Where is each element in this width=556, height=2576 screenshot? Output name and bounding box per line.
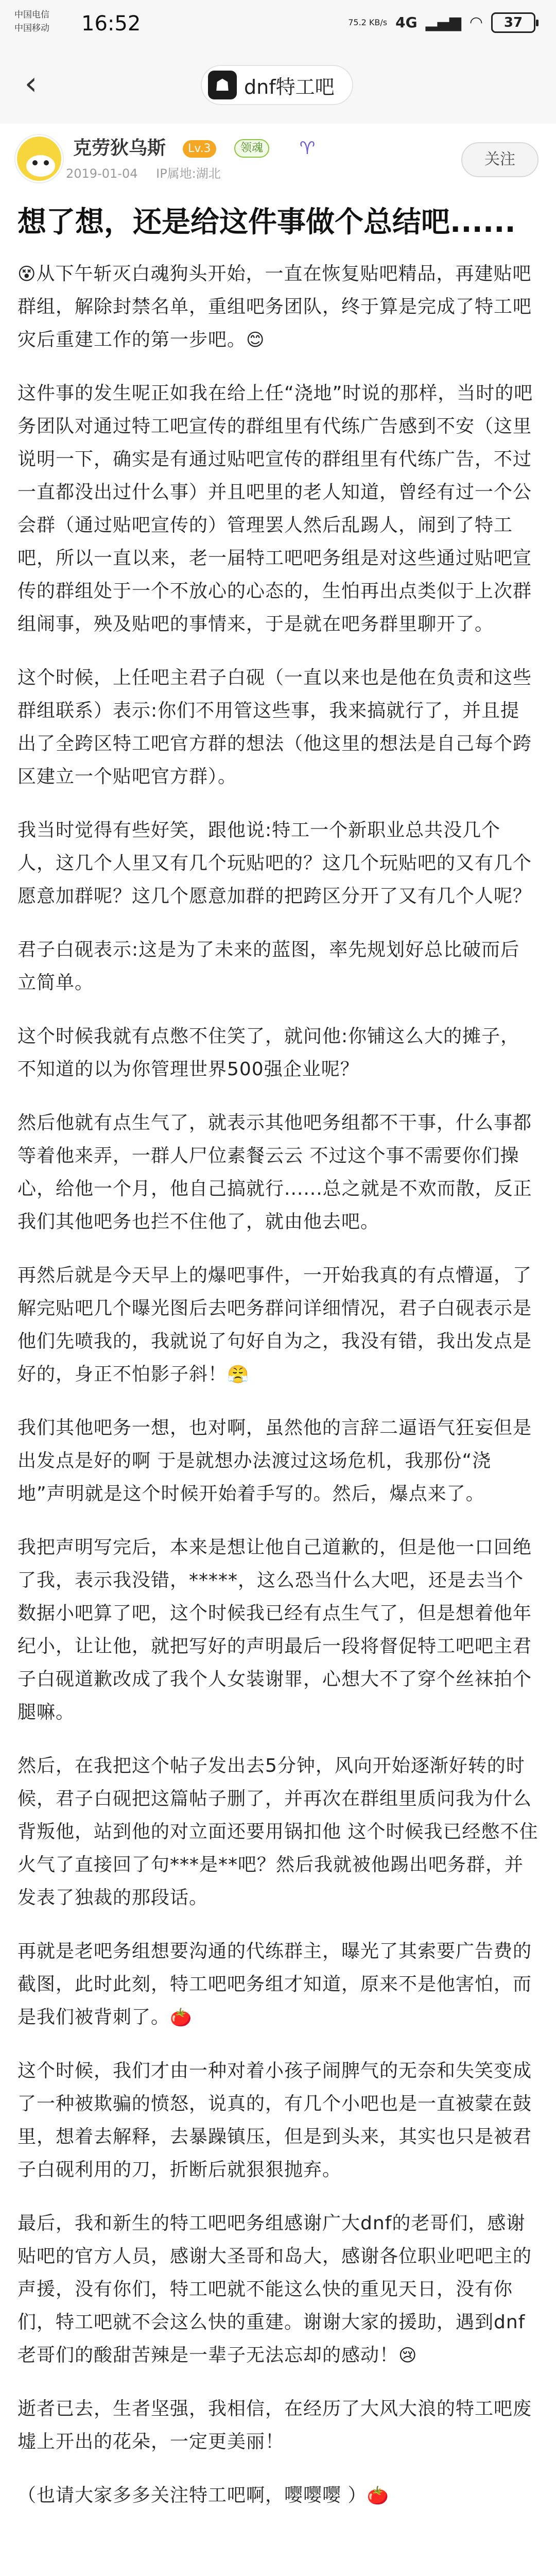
- paragraph: 这个时候，我们才由一种对着小孩子闹脾气的无奈和失笑变成了一种被欺骗的愤怒，说真的，有几个小吧也是一直被蒙在鼓里，想着去解释，去暴躁镇压，但是到头来，其实也只是被君子白砚利用的刀，折断后就狠狠抛弃。: [18, 2060, 532, 2180]
- back-button[interactable]: [10, 63, 51, 104]
- paragraph: 然后他就有点生气了，就表示其他吧务组都不干事，什么事都等着他来弄，一群人尸位素餐云云 不过这个事不需要你们操心，给他一个月，他自己搞就行......总之就是不欢而散，反正我们其他吧务也拦不住他了，就由他去吧。: [18, 1112, 532, 1232]
- paragraph: 逝者已去，生者坚强，我相信，在经历了大风大浪的特工吧废墟上开出的花朵，一定更美丽！: [18, 2398, 532, 2452]
- carrier-2: 中国移动: [14, 23, 49, 33]
- paragraph: 这个时候我就有点憋不住笑了，就问他:你铺这么大的摊子，不知道的以为你管理世界500强企业呢？: [18, 1026, 520, 1080]
- wifi-icon: ◠: [469, 13, 483, 31]
- zodiac-icon: ♈: [299, 138, 316, 159]
- carrier-labels: [14, 8, 49, 35]
- network-speed: 75.2 KB/s: [348, 18, 388, 27]
- paragraph: 😵从下午斩灭白魂狗头开始，一直在恢复贴吧精品，再建贴吧群组，解除封禁名单，重组吧务团队，终于算是完成了特工吧灾后重建工作的第一步吧。😊: [18, 263, 532, 350]
- battery-icon: [491, 12, 535, 33]
- status-indicators: [348, 12, 535, 33]
- paragraph: 我当时觉得有些好笑，跟他说:特工一个新职业总共没几个人，这几个人里又有几个玩贴吧的？这几个玩贴吧的又有几个愿意加群呢？这几个愿意加群的把跨区分开了又有几个人呢？: [18, 820, 532, 907]
- network-type: 4G: [395, 14, 418, 31]
- signal-icon: ▂▄▆: [425, 13, 461, 31]
- battery-level: 37: [503, 15, 523, 30]
- post-body: [18, 258, 538, 2533]
- emoji-icon: 😢: [398, 2345, 418, 2366]
- author-name[interactable]: 克劳狄乌斯: [73, 138, 166, 159]
- paragraph: 这件事的发生呢正如我在给上任“浇地”时说的那样，当时的吧务团队对通过特工吧宣传的群组里有代练广告感到不安（这里说明一下，确实是有通过贴吧宣传的群组里有代练广告，不过一直都没出过什么事）并且吧里的老人知道，曾经有过一个公会群（通过贴吧宣传的）管理罢人然后乱踢人，闹到了特工吧，所以一直以来，老一届特工吧吧务组是对这些通过贴吧宣传的群组处于一个不放心的心态的，生怕再出点类似于上次群组闹事，殃及贴吧的事情来，于是就在吧务群里聊开了。: [18, 383, 533, 635]
- paragraph: （也请大家多多关注特工吧啊，嘤嘤嘤 ）🍅: [18, 2485, 389, 2506]
- follow-button[interactable]: 关注: [461, 142, 538, 177]
- paragraph: 然后，在我把这个帖子发出去5分钟，风向开始逐渐好转的时候，君子白砚把这篇帖子删了，并再次在群组里质问我为什么背叛他，站到他的对立面还要用锅扣他 这个时候我已经憋不住火气了直接回了句***是**吧？然后我就被他踢出吧务群，并发表了独裁的那段话。: [18, 1755, 538, 1908]
- honor-badge: 领魂: [234, 139, 269, 158]
- forum-link[interactable]: [201, 65, 353, 105]
- ip-location: IP属地:湖北: [156, 166, 221, 181]
- post-meta: [66, 166, 235, 181]
- emoji-icon: 🍅: [367, 2485, 389, 2506]
- forum-avatar: ☗: [208, 71, 237, 99]
- paragraph: 我把声明写完后，本来是想让他自己道歉的，但是他一口回绝了我，表示我没错，*****，这么恐当什么大吧，还是去当个数据小吧算了吧，这个时候我已经有点生气了，但是想着他年纪小，让让他，就把写好的声明最后一段将督促特工吧吧主君子白砚道歉改成了我个人女装谢罪，心想大不了穿个丝袜拍个腿嘛。: [18, 1537, 532, 1723]
- author-row: [0, 128, 556, 190]
- carrier-1: 中国电信: [14, 10, 49, 20]
- emoji-icon: 😤: [227, 1364, 250, 1385]
- status-bar: [0, 0, 556, 52]
- back-icon: ‹: [24, 64, 38, 102]
- paragraph: 这个时候，上任吧主君子白砚（一直以来也是他在负责和这些群组联系）表示:你们不用管这些事，我来搞就行了，并且提出了全跨区特工吧官方群的想法（他这里的想法是自己每个跨区建立一个贴吧官方群）。: [18, 667, 532, 787]
- paragraph: 最后，我和新生的特工吧吧务组感谢广大dnf的老哥们，感谢贴吧的官方人员，感谢大圣哥和岛大，感谢各位职业吧吧主的声援，没有你们，特工吧就不能这么快的重见天日，没有你们，特工吧就不会这么快的重建。谢谢大家的援助，遇到dnf老哥们的酸甜苦辣是一辈子无法忘却的感动！😢: [18, 2213, 532, 2366]
- paragraph: 再然后就是今天早上的爆吧事件，一开始我真的有点懵逼，了解完贴吧几个曝光图后去吧务群问详细情况，君子白砚表示是他们先喷我的，我就说了句好自为之，我没有错，我出发点是好的，身正不怕影子斜！😤: [18, 1265, 532, 1385]
- emoji-icon: 😊: [246, 330, 265, 350]
- forum-name: dnf特工吧: [244, 75, 335, 98]
- avatar[interactable]: [15, 135, 63, 182]
- level-badge: Lv.3: [183, 140, 216, 158]
- post-title: 想了想，还是给这件事做个总结吧......: [18, 206, 516, 239]
- paragraph: 我们其他吧务一想，也对啊，虽然他的言辞二逼语气狂妄但是出发点是好的啊 于是就想办法渡过这场危机，我那份“浇地”声明就是这个时候开始着手写的。然后，爆点来了。: [18, 1417, 532, 1504]
- emoji-icon: 😵: [18, 264, 37, 284]
- status-time: 16:52: [81, 12, 141, 36]
- top-nav-bar: [0, 52, 556, 124]
- paragraph: 再就是老吧务组想要沟通的代练群主，曝光了其索要广告费的截图，此时此刻，特工吧吧务组才知道，原来不是他害怕，而是我们被背刺了。🍅: [18, 1941, 532, 2028]
- emoji-icon: 🍅: [170, 2007, 193, 2028]
- post-date: 2019-01-04: [66, 166, 138, 181]
- paragraph: 君子白砚表示:这是为了未来的蓝图，率先规划好总比破而后立简单。: [18, 939, 520, 993]
